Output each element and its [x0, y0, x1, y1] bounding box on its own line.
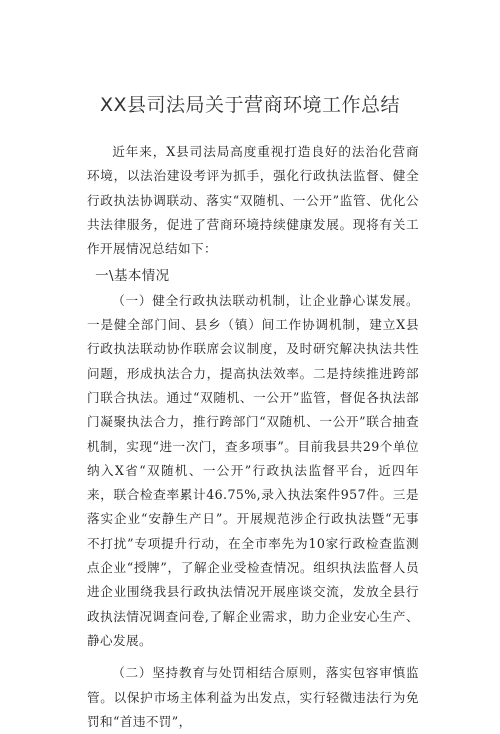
paragraph-2: （二）坚持教育与处罚相结合原则，落实包容审慎监管。以保护市场主体利益为出发点，实行轻微违法行为免罚和“首违不罚”，	[87, 665, 419, 729]
document-body	[87, 140, 419, 734]
section-heading: 一\基本情况	[95, 268, 170, 285]
intro-paragraph: 近年来，X县司法局高度重视打造良好的法治化营商环境，以法治建设考评为抓手，强化行政执法监督、健全行政执法协调联动、落实“双随机、一公开”监管、优化公共法律服务，促进了营商环境持续健康发展。现将有关工作开展情况总结如下：	[87, 144, 419, 257]
paragraph-1: （一）健全行政执法联动机制，让企业静心谋发展。一是健全部门间、县乡（镇）间工作协调机制，建立X县行政执法联动协作联席会议制度，及时研究解决执法共性问题，形成执法合力，提高执法效率。二是持续推进跨部门联合执法。通过“双随机、一公开”监管，督促各执法部门凝聚执法合力，推行跨部门“双随机、一公开”联合抽查机制，实现“进一次门，查多项事”。目前我县共29个单位纳入X省“双随机、一公开”行政执法监督平台，近四年来，联合检查率累计46.75%,录入执法案件957件。三是落实企业“安静生产日”。开展规范涉企行政执法暨“无事不打扰”专项提升行动，在全市率先为10家行政检查监测点企业“授牌”，了解企业受检查情况。组织执法监督人员进企业围绕我县行政执法情况开展座谈交流，发放全县行政执法情况调查问卷,了解企业需求，助力企业安心生产、静心发展。	[87, 292, 419, 648]
document-title: XX县司法局关于营商环境工作总结	[99, 94, 401, 116]
